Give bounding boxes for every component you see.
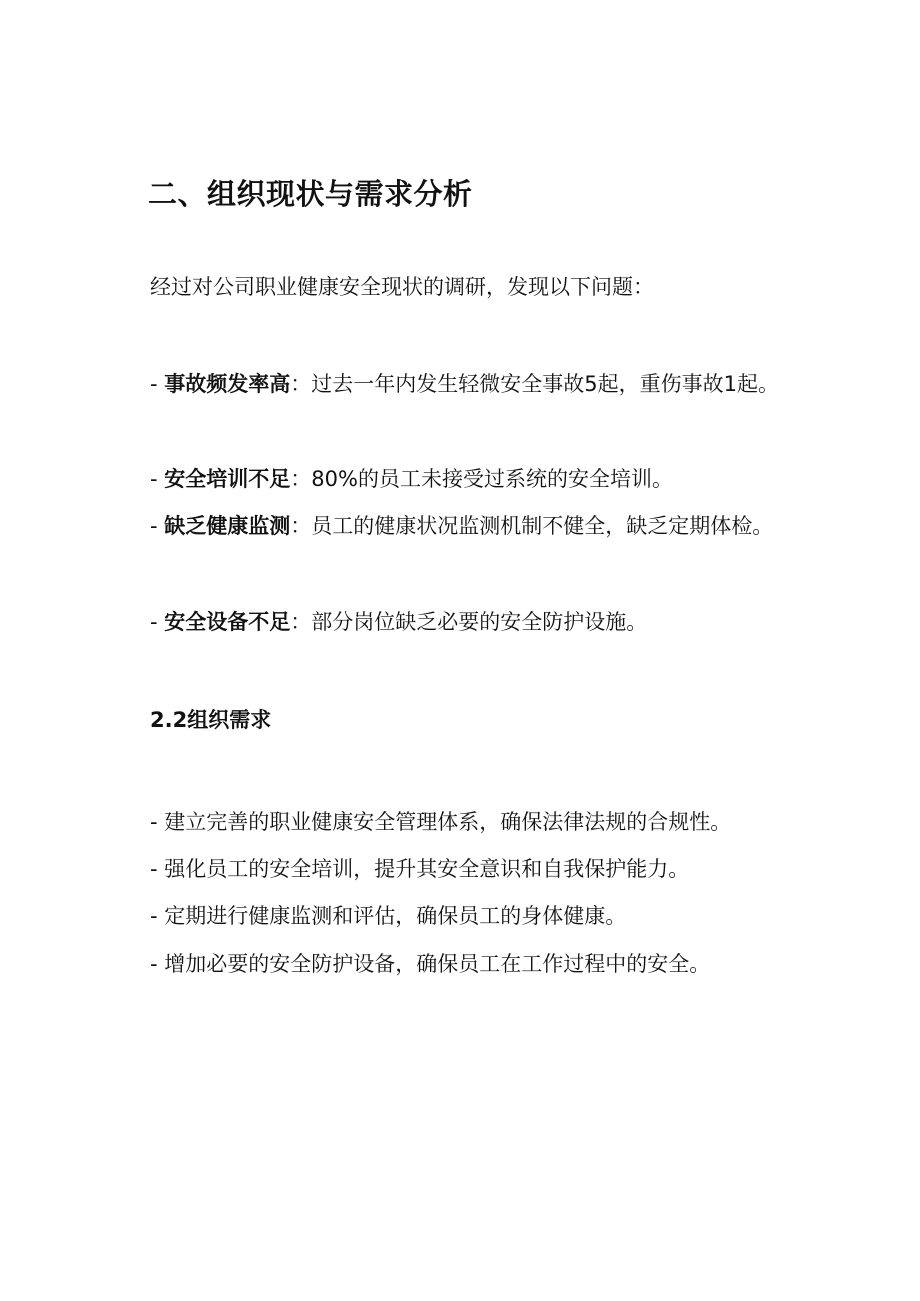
issue-text: 80%的员工未接受过系统的安全培训。 [311,467,673,491]
issue-separator: ： [290,372,312,396]
issue-text: 部分岗位缺乏必要的安全防护设施。 [311,610,648,634]
issue-separator: ： [290,514,312,538]
issue-term: 安全培训不足 [164,467,291,491]
issue-term: 安全设备不足 [164,610,291,634]
section-heading: 二、组织现状与需求分析 [148,177,473,211]
need-item: - 强化员工的安全培训，提升其安全意识和自我保护能力。 [150,857,690,881]
list-dash: - [150,514,165,538]
list-dash: - [150,372,165,396]
list-dash: - [150,467,165,491]
issue-text: 过去一年内发生轻微安全事故5起，重伤事故1起。 [311,372,779,396]
issue-term: 缺乏健康监测 [164,514,291,538]
issue-text: 员工的健康状况监测机制不健全，缺乏定期体检。 [311,514,774,538]
need-item: - 增加必要的安全防护设备，确保员工在工作过程中的安全。 [150,952,711,976]
issue-term: 事故频发率高 [164,372,291,396]
issue-separator: ： [290,610,312,634]
list-dash: - [150,610,165,634]
issue-item [104,456,814,503]
issue-item [104,503,814,550]
need-item: - 定期进行健康监测和评估，确保员工的身体健康。 [150,904,627,928]
issue-separator: ： [290,467,312,491]
issue-item [104,361,814,408]
subsection-heading: 2.2组织需求 [150,708,272,732]
need-item: - 建立完善的职业健康安全管理体系，确保法律法规的合规性。 [150,810,732,834]
intro-paragraph: 经过对公司职业健康安全现状的调研，发现以下问题： [150,275,654,299]
issue-item [104,599,814,646]
